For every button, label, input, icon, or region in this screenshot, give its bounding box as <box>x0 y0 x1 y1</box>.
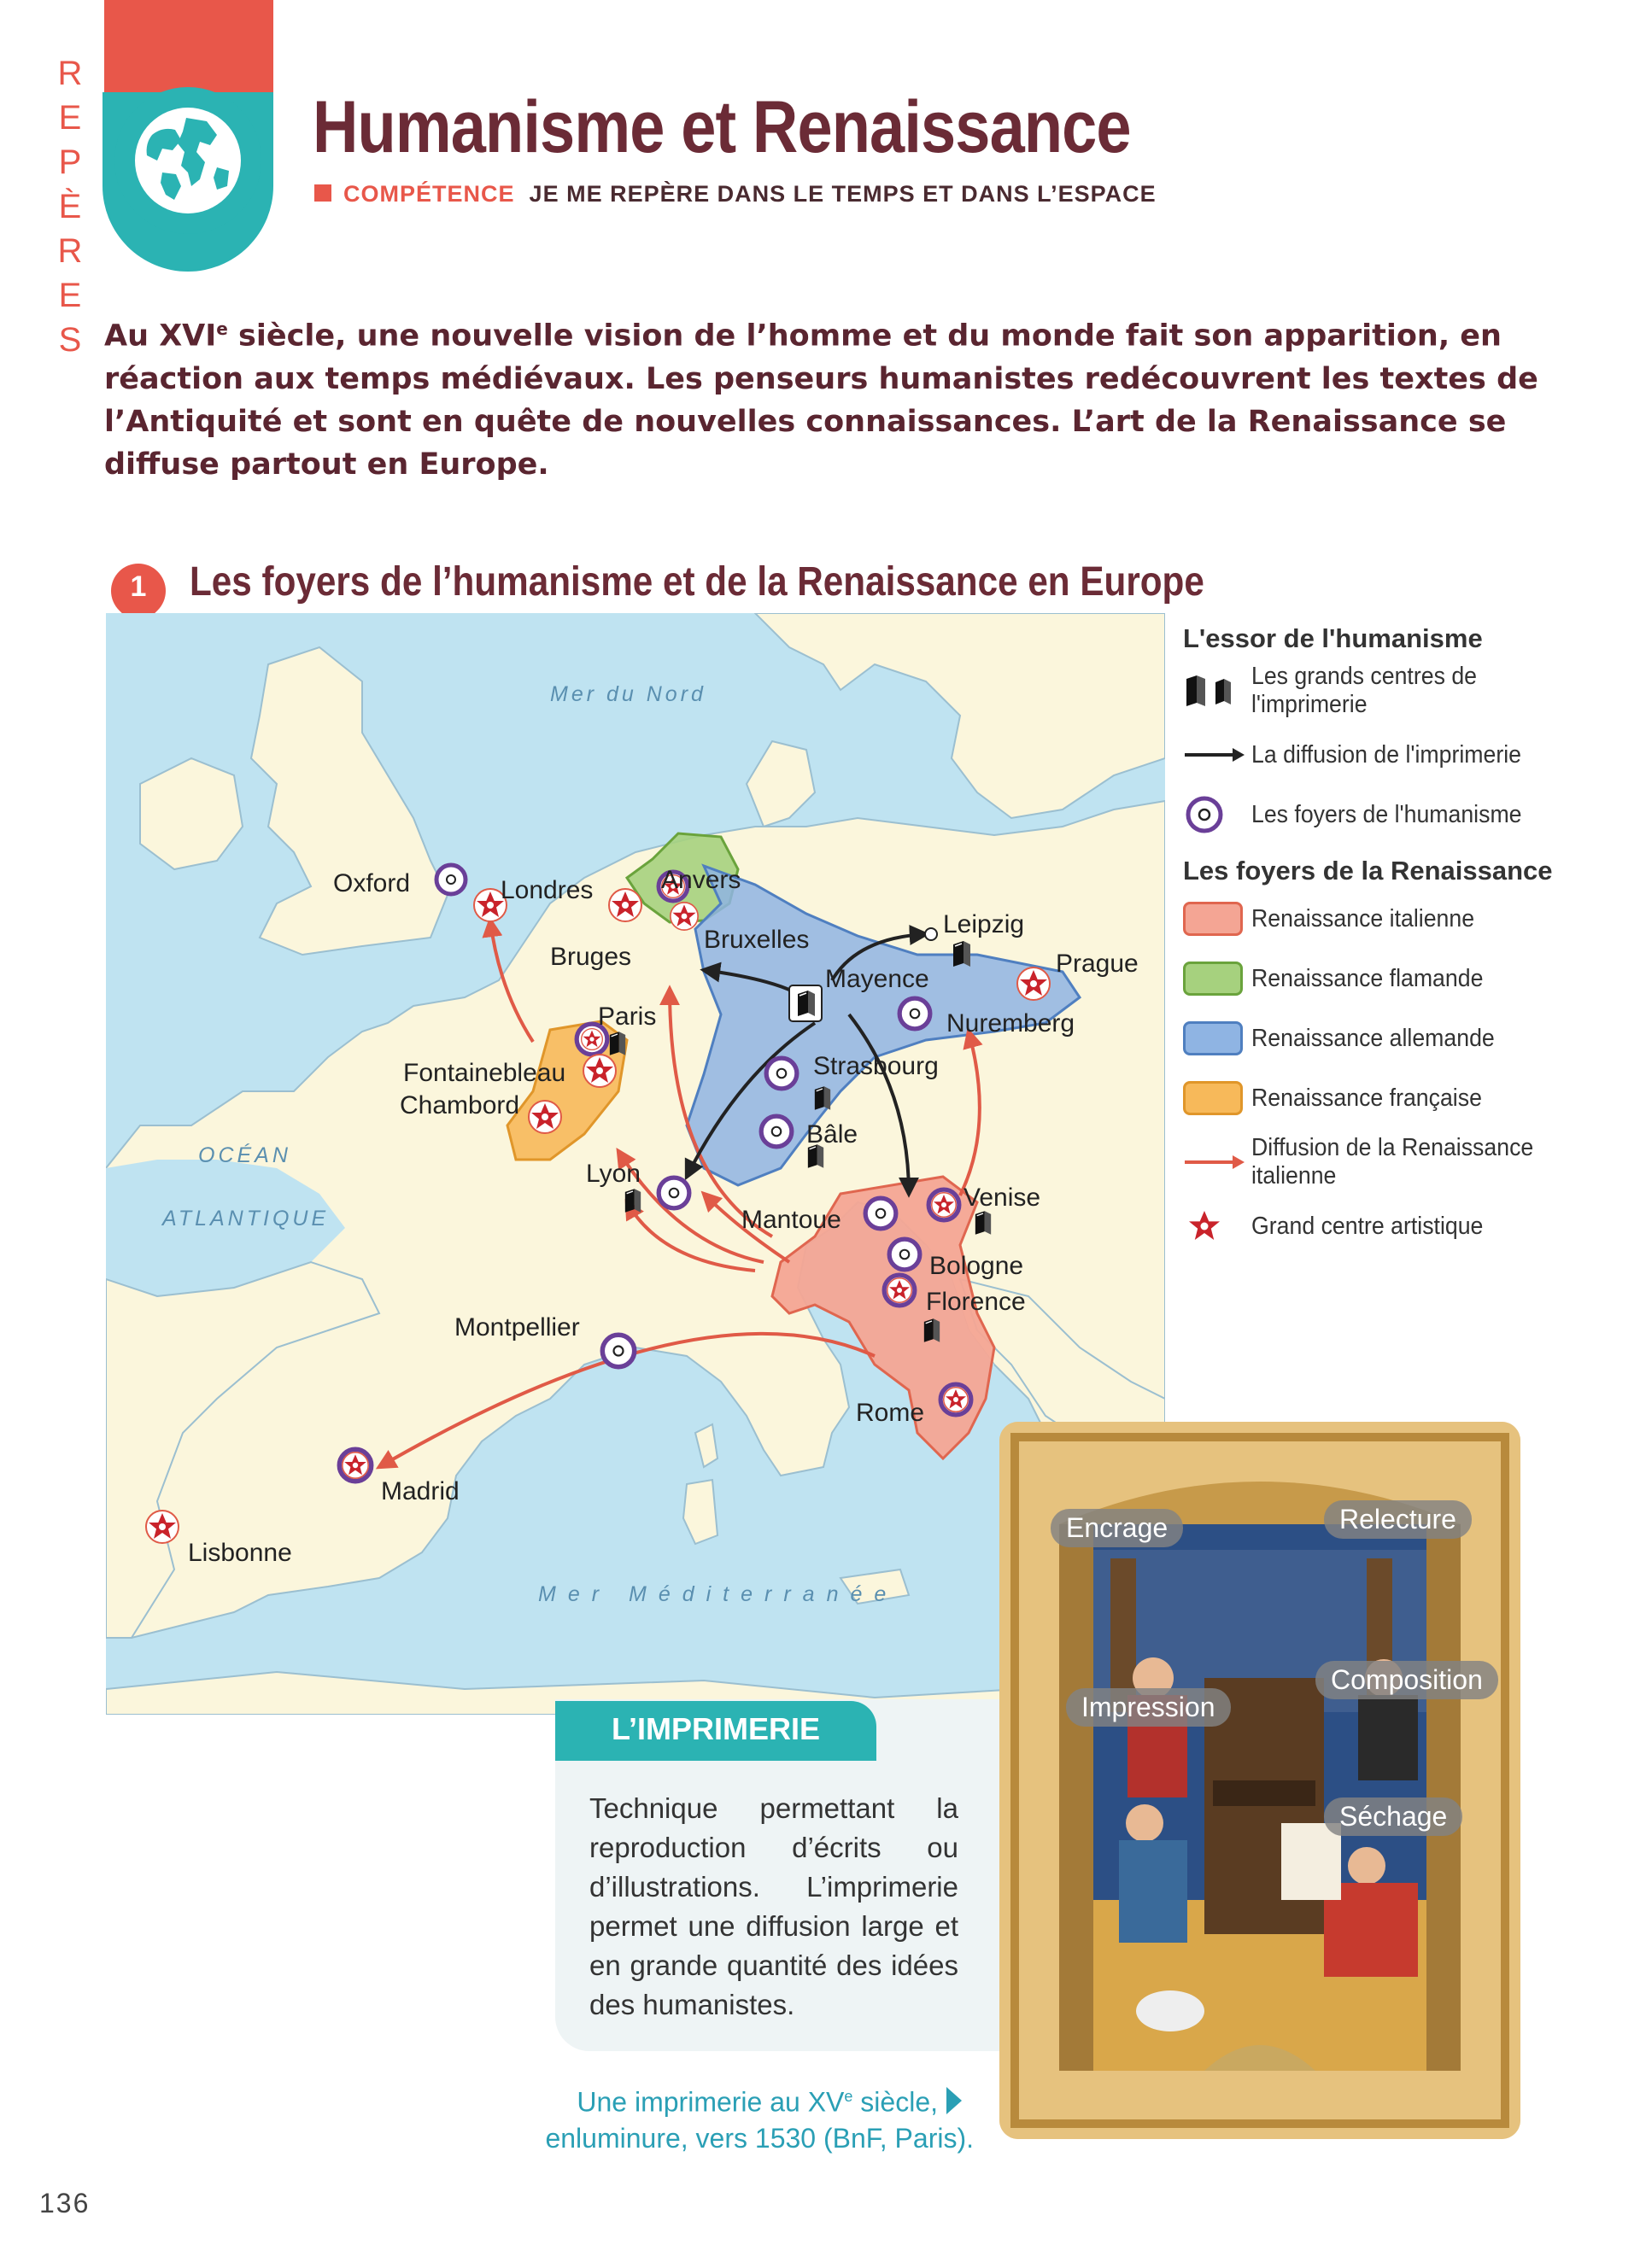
city-londres: Londres <box>501 876 594 904</box>
map-legend <box>1183 623 1627 1262</box>
city-paris: Paris <box>598 1002 657 1031</box>
imprimerie-title: L’IMPRIMERIE <box>611 1711 821 1746</box>
legend-row-flemish: Renaissance flamande <box>1183 955 1627 1002</box>
city-mantoue: Mantoue <box>741 1206 841 1234</box>
humanism-center-bologne <box>889 1239 920 1270</box>
humanism-center-strasbourg <box>766 1058 797 1089</box>
competence-line <box>314 181 1157 208</box>
globe-icon <box>128 101 248 220</box>
legend-row-printing-centers: Les grands centres de l'imprimerie <box>1183 663 1627 719</box>
city-montpellier: Montpellier <box>454 1313 580 1342</box>
art-center-venise <box>932 1193 957 1218</box>
art-center-prague <box>1017 967 1050 1000</box>
city-strasbourg: Strasbourg <box>813 1052 939 1080</box>
art-center-lisbonne <box>146 1511 179 1543</box>
sea-label-north: Mer du Nord <box>550 682 706 706</box>
city-oxford: Oxford <box>333 869 411 897</box>
black-arrow-icon <box>1183 746 1246 763</box>
caption-arrow-icon <box>946 2087 962 2114</box>
art-center-rome <box>944 1388 969 1412</box>
section-title: Les foyers de l’humanisme et de la Renaissance en Europe <box>190 559 1204 605</box>
red-arrow-icon <box>1183 1154 1246 1171</box>
humanism-center-lyon <box>659 1178 689 1208</box>
printing-center-paris <box>610 1032 625 1055</box>
competence-text: JE ME REPÈRE DANS LE TEMPS ET DANS L’ESPACE <box>529 181 1157 207</box>
humanism-center-nuremberg <box>899 998 930 1029</box>
star-icon <box>1183 1205 1226 1248</box>
city-lyon: Lyon <box>586 1160 641 1188</box>
ring-icon <box>1183 793 1226 836</box>
sea-label-ocean-1: OCÉAN <box>198 1143 291 1167</box>
legend-row-printing-diffusion: La diffusion de l'imprimerie <box>1183 731 1627 779</box>
art-center-paris <box>582 1029 603 1050</box>
tag-sechage: Séchage <box>1324 1797 1462 1836</box>
legend-row-french: Renaissance française <box>1183 1074 1627 1122</box>
section-number: 1 <box>130 570 147 603</box>
legend-row-art-center: Grand centre artistique <box>1183 1202 1627 1250</box>
flemish-swatch <box>1183 962 1243 996</box>
city-venise: Venise <box>964 1184 1041 1212</box>
humanism-center-oxford <box>436 865 466 894</box>
printing-center-venise <box>975 1211 991 1235</box>
legend-row-humanism-centers: Les foyers de l'humanisme <box>1183 791 1627 839</box>
city-anvers: Anvers <box>661 866 741 894</box>
page-number: 136 <box>39 2188 91 2218</box>
tag-impression: Impression <box>1066 1688 1231 1727</box>
city-florence: Florence <box>926 1288 1026 1316</box>
page-title: Humanisme et Renaissance <box>313 86 1131 168</box>
leipzig-dot <box>925 928 937 940</box>
city-nuremberg: Nuremberg <box>946 1009 1075 1038</box>
city-prague: Prague <box>1056 950 1139 978</box>
city-chambord: Chambord <box>400 1091 520 1119</box>
illustration-caption: Une imprimerie au XVe siècle, enluminure, vers 1530 (BnF, Paris). <box>545 2086 974 2154</box>
city-madrid: Madrid <box>381 1477 460 1505</box>
art-center-bruges <box>609 889 641 921</box>
art-center-chambord <box>529 1101 561 1133</box>
side-label: R E P È R E S <box>57 55 83 359</box>
legend-row-german: Renaissance allemande <box>1183 1014 1627 1062</box>
humanism-center-mantoue <box>865 1198 896 1229</box>
art-center-bruxelles <box>671 903 698 930</box>
humanism-center-montpellier <box>602 1335 634 1366</box>
tag-relecture: Relecture <box>1324 1500 1472 1539</box>
city-rome: Rome <box>856 1399 925 1427</box>
city-leipzig: Leipzig <box>943 910 1025 938</box>
legend-row-italian: Renaissance italienne <box>1183 895 1627 943</box>
art-center-florence <box>887 1278 912 1303</box>
city-bologne: Bologne <box>929 1252 1024 1280</box>
printing-center-lyon <box>625 1189 641 1213</box>
intro-paragraph: Au XVIe siècle, une nouvelle vision de l’homme et du monde fait son apparition, en réaction aux temps médiévaux. Les penseurs humanistes redécouvrent les textes de l’Antiquité et sont en quête de nouvelles connaissances. L’art de la Renaissance se diffuse partout en Europe. <box>104 319 1538 482</box>
city-bale: Bâle <box>806 1120 858 1149</box>
globe-badge <box>102 92 273 272</box>
printing-center-strasbourg <box>815 1086 830 1110</box>
legend-heading-humanism: L'essor de l'humanisme <box>1183 623 1483 653</box>
imprimerie-definition: Technique permettant la reproduction d’écrits ou d’illustrations. L’imprimerie permet une diffusion large et en grande quantité des idées des humanistes. <box>589 1792 958 2020</box>
art-center-madrid <box>343 1453 368 1478</box>
printing-workshop-illumination <box>999 1422 1520 2139</box>
book-icon <box>1183 672 1243 710</box>
tag-encrage: Encrage <box>1051 1509 1183 1547</box>
legend-heading-renaissance: Les foyers de la Renaissance <box>1183 856 1553 886</box>
german-swatch <box>1183 1021 1243 1055</box>
city-bruges: Bruges <box>550 943 632 971</box>
printing-center-leipzig <box>953 941 970 967</box>
city-lisbonne: Lisbonne <box>188 1539 292 1567</box>
art-center-fontainebleau <box>583 1055 616 1087</box>
printing-center-florence <box>924 1318 940 1342</box>
city-bruxelles: Bruxelles <box>704 926 810 954</box>
french-swatch <box>1183 1081 1243 1115</box>
city-fontainebleau: Fontainebleau <box>403 1059 566 1087</box>
sea-label-ocean-2: ATLANTIQUE <box>162 1207 330 1230</box>
printing-center-mayence <box>798 991 815 1016</box>
humanism-center-bale <box>761 1116 792 1147</box>
tag-composition: Composition <box>1315 1661 1498 1699</box>
competence-label: COMPÉTENCE <box>343 181 515 207</box>
sea-label-med: Mer Méditerranée <box>538 1582 899 1606</box>
legend-row-italian-diffusion: Diffusion de la Renaissance italienne <box>1183 1134 1627 1190</box>
italian-swatch <box>1183 902 1243 936</box>
city-mayence: Mayence <box>825 965 929 993</box>
